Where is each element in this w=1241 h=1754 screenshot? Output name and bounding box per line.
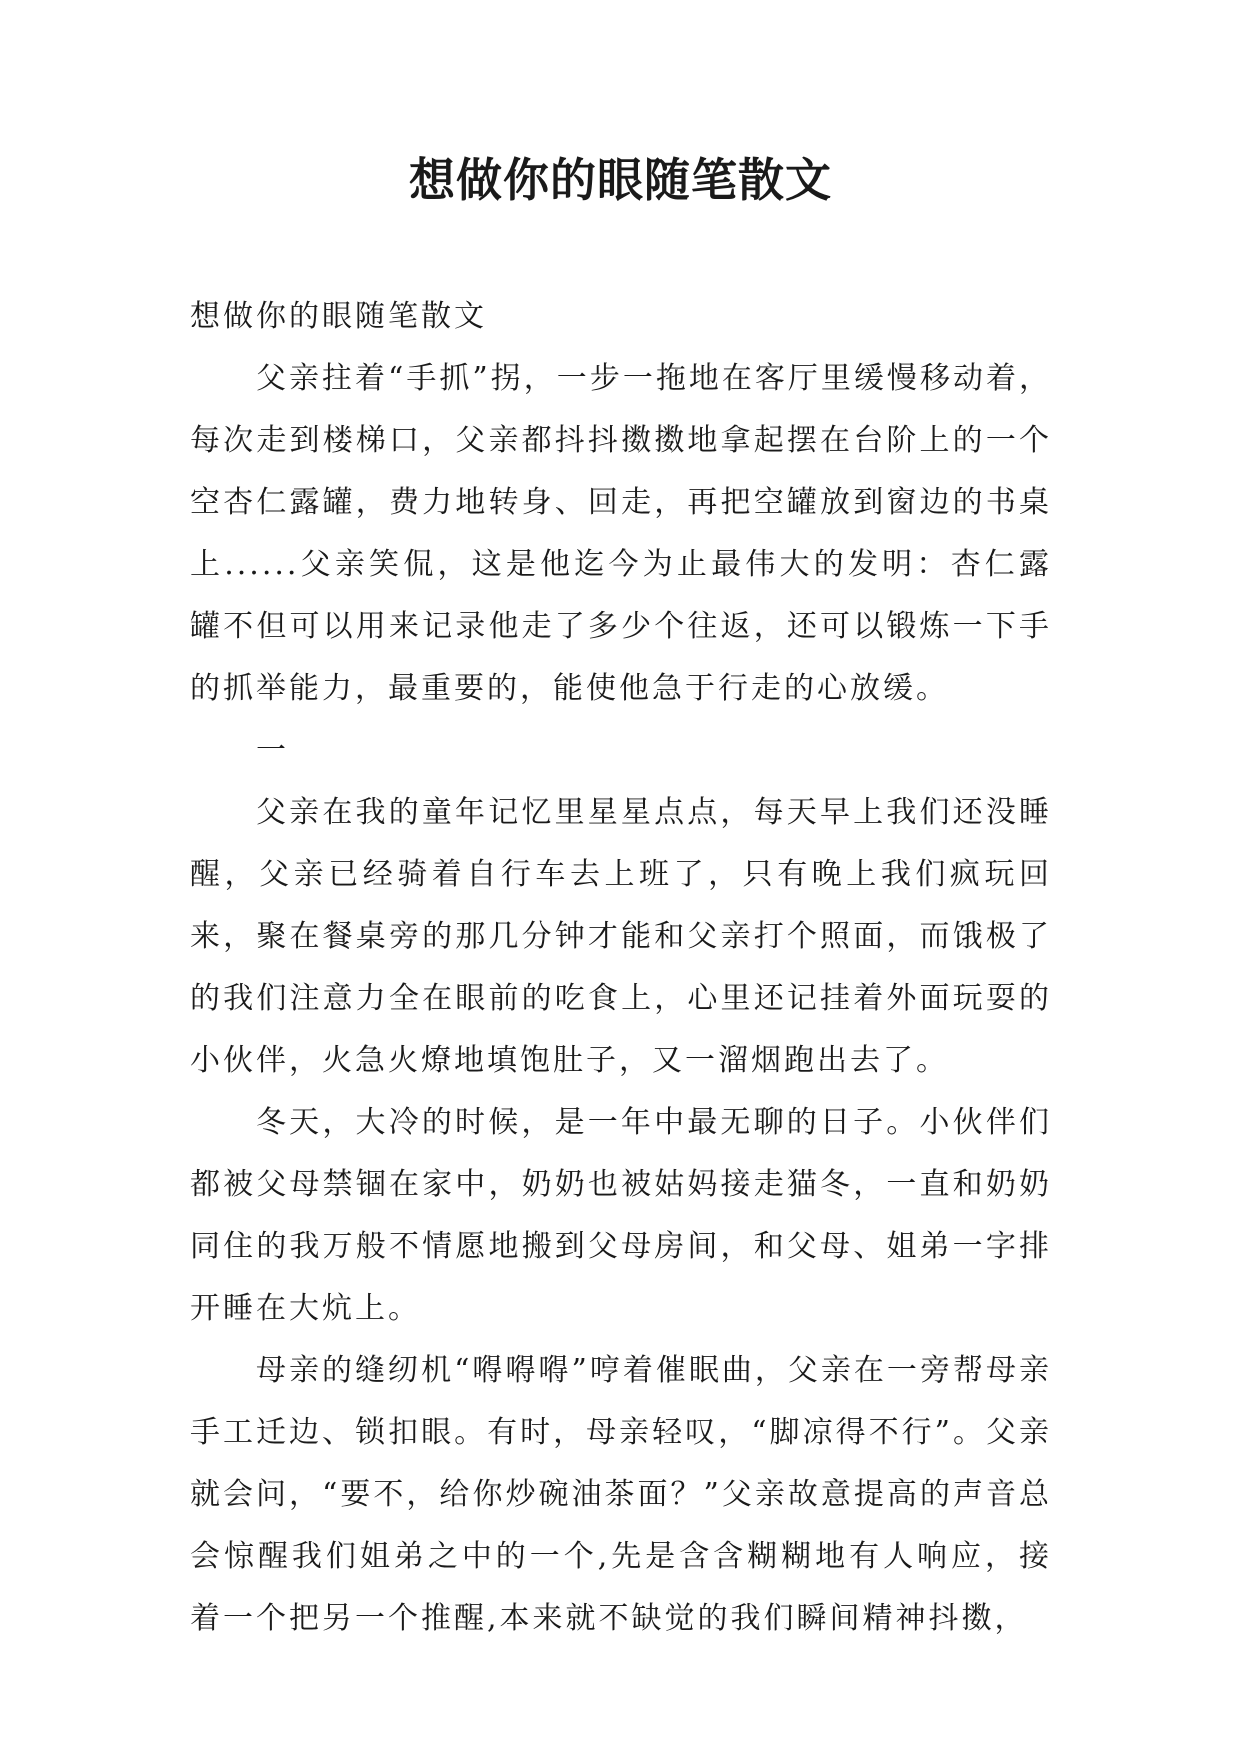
- section-mark: 一: [256, 733, 289, 768]
- paragraph-1: 父亲拄着“手抓”拐，一步一拖地在客厅里缓慢移动着，每次走到楼梯口，父亲都抖抖擞擞地拿起摆在台阶上的一个空杏仁露罐，费力地转身、回走，再把空罐放到窗边的书桌上......父亲笑侃，这是他迄今为止最伟大的发明：杏仁露罐不但可以用来记录他走了多少个往返，还可以锻炼一下手的抓举能力，最重要的，能使他急于行走的心放缓。: [190, 361, 1052, 706]
- paragraph-2: 父亲在我的童年记忆里星星点点，每天早上我们还没睡醒，父亲已经骑着自行车去上班了，只有晚上我们疯玩回来，聚在餐桌旁的那几分钟才能和父亲打个照面，而饿极了的我们注意力全在眼前的吃食上，心里还记挂着外面玩耍的小伙伴，火急火燎地填饱肚子，又一溜烟跑出去了。: [190, 795, 1052, 1078]
- paragraph-4: 母亲的缝纫机“嘚嘚嘚”哼着催眠曲，父亲在一旁帮母亲手工迁边、锁扣眼。有时，母亲轻叹，“脚凉得不行”。父亲就会问，“要不，给你炒碗油茶面？”父亲故意提高的声音总会惊醒我们姐弟之中的一个,先是含含糊糊地有人响应，接着一个把另一个推醒,本来就不缺觉的我们瞬间精神抖擞，: [190, 1353, 1052, 1636]
- document-body: [190, 286, 1052, 1650]
- document-subtitle: 想做你的眼随笔散文: [190, 299, 487, 334]
- document-title: 想做你的眼随笔散文: [409, 153, 832, 207]
- paragraph-3: 冬天，大冷的时候，是一年中最无聊的日子。小伙伴们都被父母禁锢在家中，奶奶也被姑妈接走猫冬，一直和奶奶同住的我万般不情愿地搬到父母房间，和父母、姐弟一字排开睡在大炕上。: [190, 1105, 1052, 1326]
